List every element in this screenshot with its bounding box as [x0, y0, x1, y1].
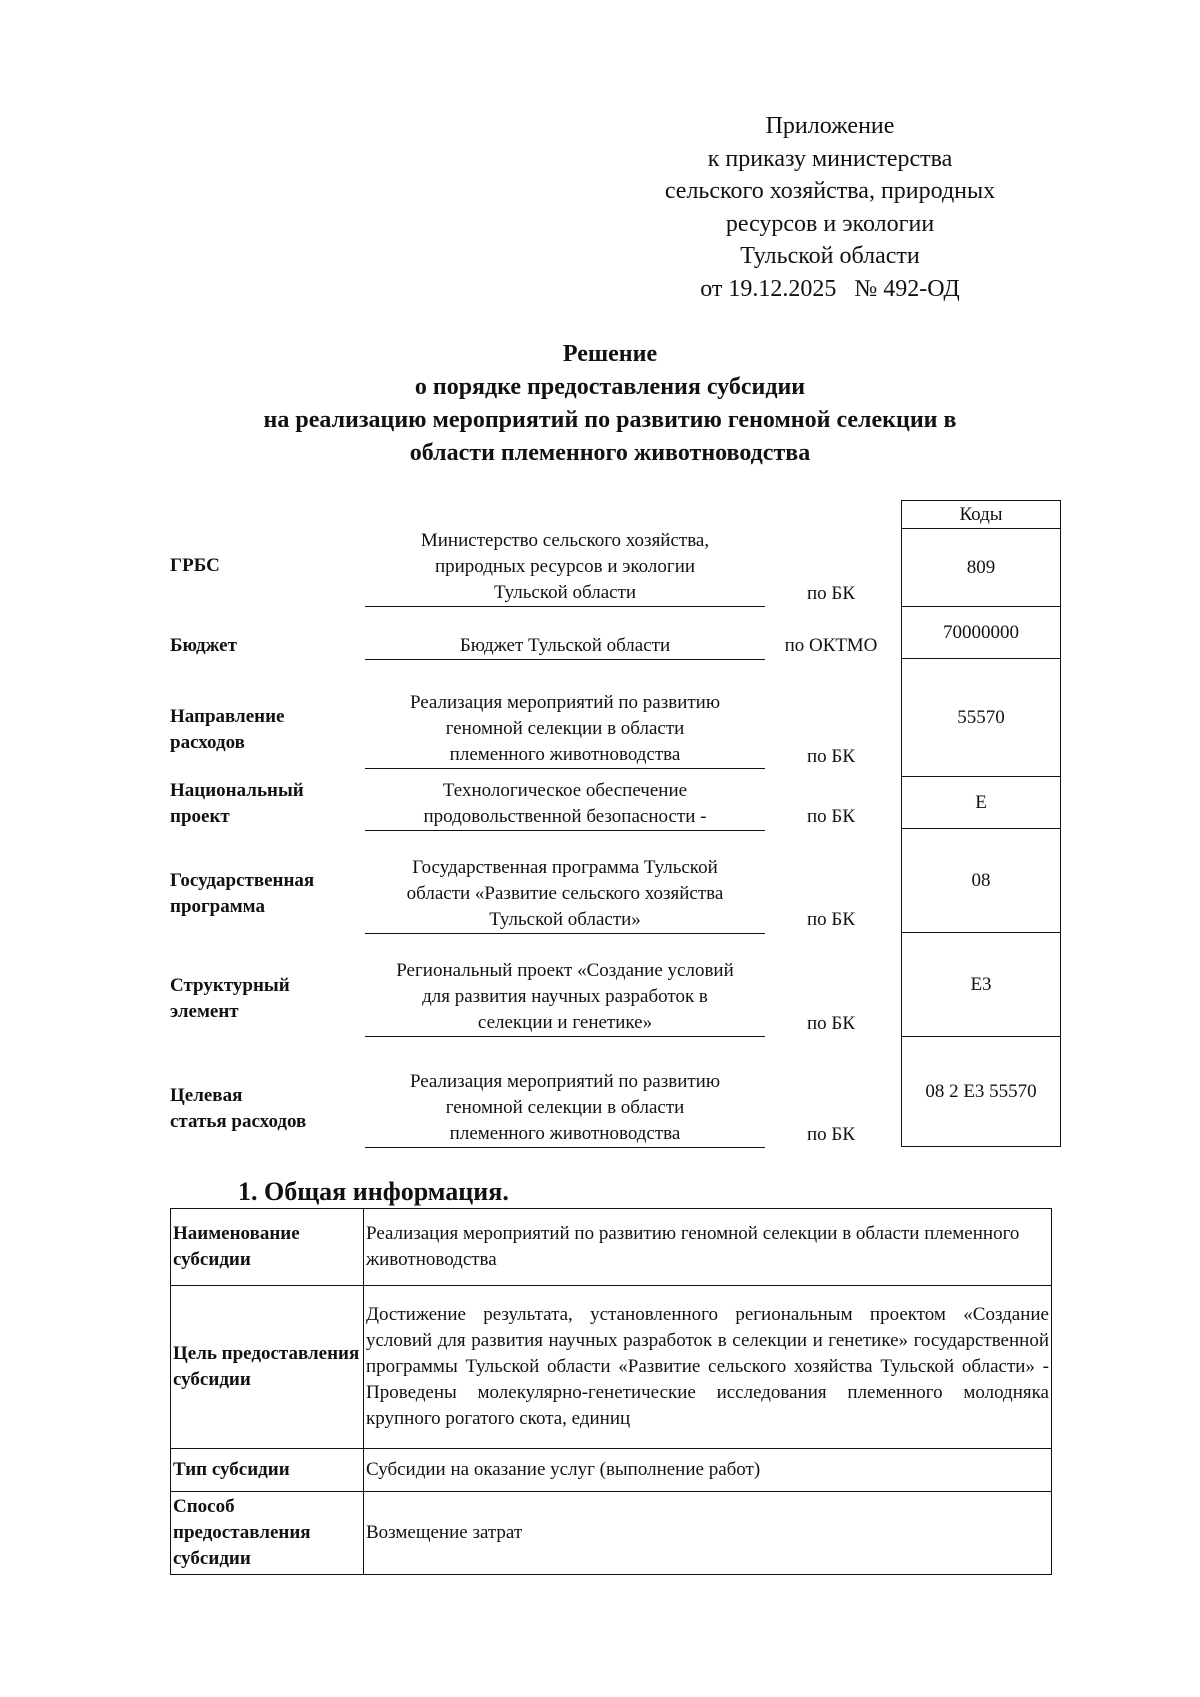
table-value-cell: Возмещение затрат [364, 1492, 1052, 1575]
row-po-national-project: по БК [806, 806, 855, 827]
row-value-grbs: Министерство сельского хозяйства, природных ресурсов и экологии Тульской области [365, 528, 765, 607]
row-value-budget: Бюджет Тульской области [365, 633, 765, 660]
appendix-date-number: от 19.12.2025 № 492-ОД [700, 275, 960, 302]
code-target-article: 08 2 Е3 55570 [902, 1036, 1060, 1146]
general-info-table [170, 1208, 1052, 1575]
row-po-structural-element: по БК [806, 1013, 855, 1034]
table-label-cell: Наименование субсидии [171, 1209, 364, 1286]
row-label-structural-element: Структурный элемент [170, 975, 290, 1022]
table-row [171, 1492, 1052, 1575]
document-title [120, 338, 1100, 470]
row-po-direction: по БК [806, 746, 855, 767]
row-label-direction: Направление расходов [170, 706, 285, 753]
code-budget: 70000000 [902, 606, 1060, 658]
codes-table [901, 500, 1061, 1147]
row-po-target-article: по БК [806, 1124, 855, 1145]
section-1-title: 1. Общая информация. [238, 1177, 509, 1206]
row-po-state-program: по БК [806, 909, 855, 930]
appendix-line: к приказу министерства [707, 145, 953, 172]
table-label-cell: Способ предоставления субсидии [171, 1492, 364, 1575]
table-value-cell: Достижение результата, установленного региональным проектом «Создание условий для развития научных разработок в селекции и генетике» государственной программы Тульской области «Развитие сельского хозяйства Тульской области» - Проведены молекулярно-генетические исследования племенного молодняка крупного рогатого скота, единиц [364, 1286, 1052, 1449]
code-national-project: Е [902, 776, 1060, 828]
table-label-cell: Тип субсидии [171, 1449, 364, 1492]
appendix-line: Приложение [765, 113, 895, 139]
code-structural-element: Е3 [902, 932, 1060, 1036]
row-value-target-article: Реализация мероприятий по развитию геномной селекции в области племенного животноводства [365, 1069, 765, 1148]
row-label-budget: Бюджет [170, 635, 237, 656]
appendix-line: ресурсов и экологии [725, 210, 935, 237]
title-line: о порядке предоставления субсидии [414, 374, 806, 400]
table-row [171, 1286, 1052, 1449]
code-grbs: 809 [902, 528, 1060, 606]
row-label-national-project: Национальный проект [170, 780, 304, 827]
row-label-state-program: Государственная программа [170, 870, 315, 917]
code-direction: 55570 [902, 658, 1060, 776]
appendix-block [600, 110, 1060, 305]
row-label-grbs: ГРБС [170, 555, 220, 576]
appendix-line: сельского хозяйства, природных [664, 178, 996, 204]
row-value-structural-element: Региональный проект «Создание условий для развития научных разработок в селекции и генетике» [365, 958, 765, 1037]
row-label-target-article: Целевая статья расходов [170, 1085, 307, 1132]
table-value-cell: Субсидии на оказание услуг (выполнение работ) [364, 1449, 1052, 1492]
row-po-grbs: по БК [806, 583, 855, 604]
table-row [171, 1449, 1052, 1492]
appendix-line: Тульской области [740, 243, 920, 269]
title-line: области племенного животноводства [409, 440, 811, 466]
codes-header: Коды [959, 503, 1003, 525]
title-line: Решение [562, 341, 658, 367]
code-state-program: 08 [902, 828, 1060, 932]
row-value-national-project: Технологическое обеспечение продовольственной безопасности - [365, 778, 765, 831]
table-label-cell: Цель предоставления субсидии [171, 1286, 364, 1449]
title-line: на реализацию мероприятий по развитию геномной селекции в [263, 407, 957, 433]
row-po-budget: по ОКТМО [784, 635, 878, 656]
row-value-state-program: Государственная программа Тульской области «Развитие сельского хозяйства Тульской области» [365, 855, 765, 934]
table-row [171, 1209, 1052, 1286]
table-value-cell: Реализация мероприятий по развитию геномной селекции в области племенного животноводства [364, 1209, 1052, 1286]
row-value-direction: Реализация мероприятий по развитию геномной селекции в области племенного животноводства [365, 690, 765, 769]
